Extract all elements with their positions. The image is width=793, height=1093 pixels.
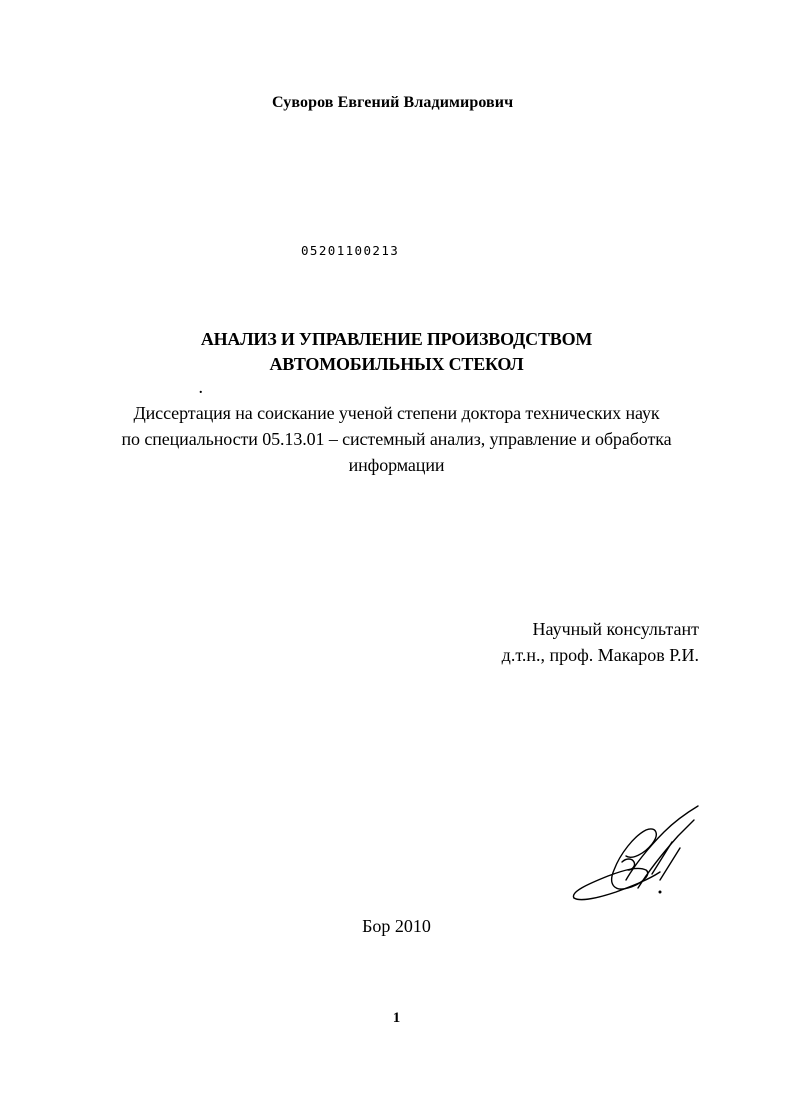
advisor-name: д.т.н., проф. Макаров Р.И. bbox=[501, 645, 699, 665]
dissertation-title bbox=[0, 327, 793, 377]
subtitle-line-1: Диссертация на соискание ученой степени доктора технических наук bbox=[133, 403, 660, 423]
subtitle-line-2: по специальности 05.13.01 – системный анализ, управление и обработка bbox=[121, 429, 672, 449]
page-number: 1 bbox=[392, 1010, 401, 1026]
author-name: Суворов Евгений Владимирович bbox=[272, 94, 514, 111]
city-year: Бор 2010 bbox=[362, 916, 431, 936]
title-line-1: АНАЛИЗ И УПРАВЛЕНИЕ ПРОИЗВОДСТВОМ bbox=[200, 329, 593, 349]
handwritten-signature bbox=[568, 800, 708, 910]
title-line-2: АВТОМОБИЛЬНЫХ СТЕКОЛ bbox=[269, 354, 524, 374]
stray-dot: . bbox=[199, 382, 203, 397]
record-code: 05201100213 bbox=[301, 243, 400, 258]
dissertation-subtitle bbox=[0, 400, 793, 478]
subtitle-line-3: информации bbox=[348, 455, 445, 475]
scientific-advisor bbox=[502, 616, 699, 668]
advisor-role: Научный консультант bbox=[532, 619, 699, 639]
